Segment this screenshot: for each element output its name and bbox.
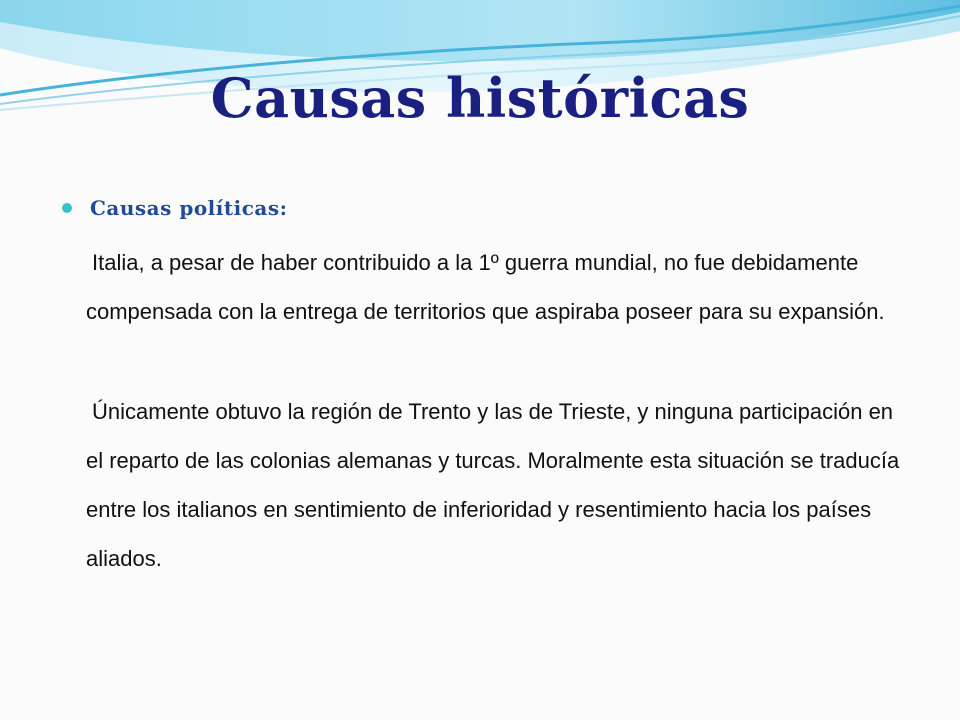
slide-title: Causas históricas bbox=[210, 66, 750, 130]
bullet-dot-icon bbox=[62, 203, 72, 213]
bullet-heading: Causas políticas: bbox=[90, 196, 288, 220]
paragraph-1: Italia, a pesar de haber contribuido a la 1º guerra mundial, no fue debidamente compensada con la entrega de territorios que aspiraba poseer para su expansión. bbox=[86, 250, 885, 324]
bullet-item bbox=[62, 196, 288, 220]
paragraph-2: Únicamente obtuvo la región de Trento y las de Trieste, y ninguna participación en el reparto de las colonias alemanas y turcas. Moralmente esta situación se traducía entre los italianos en sentimiento de inferioridad y resentimiento hacia los países aliados. bbox=[86, 399, 900, 571]
